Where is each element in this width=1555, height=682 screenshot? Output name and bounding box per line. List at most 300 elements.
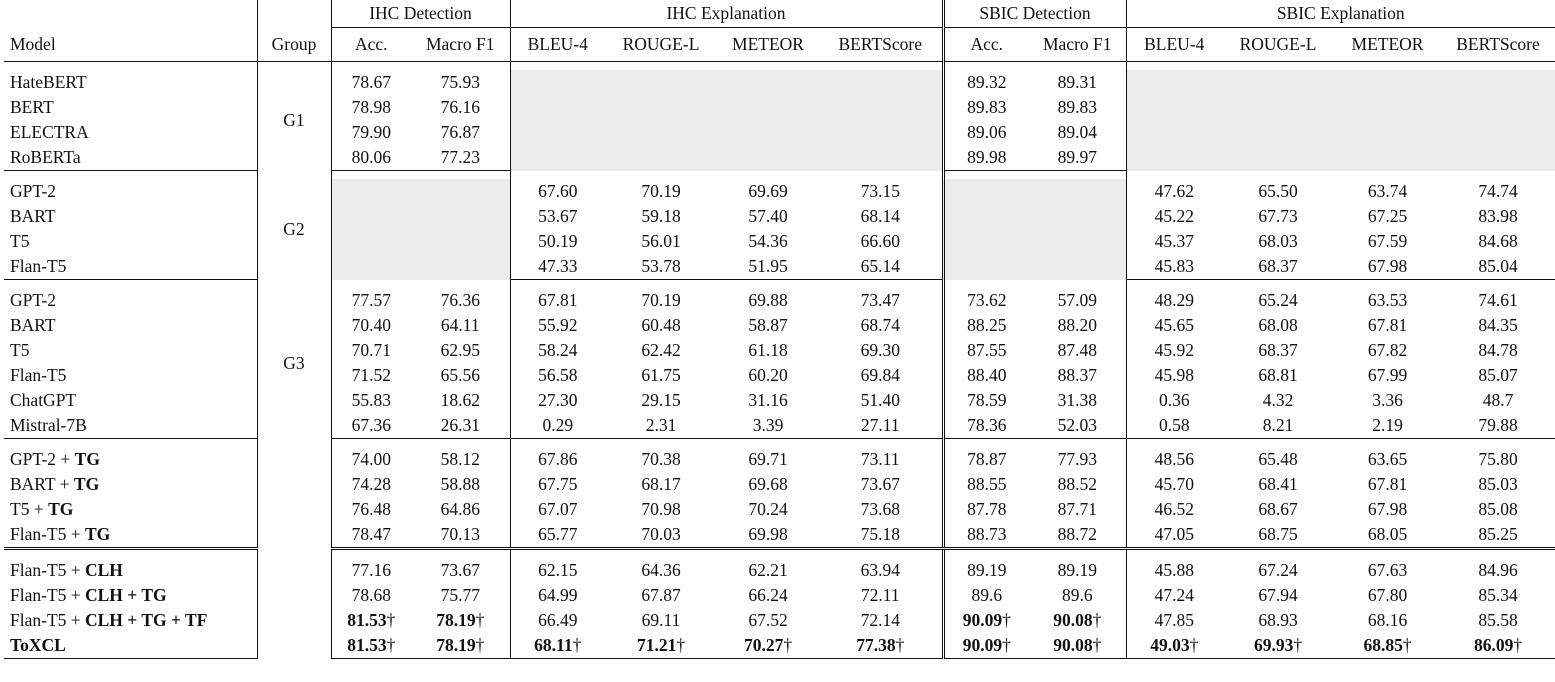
value-cell: 45.22: [1126, 204, 1222, 229]
dagger-mark: †: [1092, 610, 1102, 630]
value-cell: 70.98: [641, 499, 681, 519]
value-cell: 67.87: [641, 585, 681, 605]
value-cell: 67.86: [510, 447, 605, 472]
value-cell: 67.73: [1258, 206, 1298, 226]
value-cell: 47.33: [510, 254, 605, 280]
model-name-text: BART +: [10, 474, 74, 494]
group-spacer: [4, 549, 1555, 559]
group-label: [257, 447, 331, 549]
model-name-bold: TG: [48, 499, 74, 519]
value-cell: 72.14: [860, 610, 900, 630]
value-cell: 75.77: [440, 585, 480, 605]
value-cell: 55.83: [331, 388, 411, 413]
spacer-cell: [717, 62, 819, 71]
value-cell: 67.80: [1367, 585, 1408, 605]
super-header-sbic-detection: SBIC Detection: [943, 0, 1126, 28]
value-bold: 77.38†: [856, 635, 905, 655]
value-cell: 45.98: [1126, 363, 1222, 388]
value-cell: 63.74: [1367, 181, 1408, 201]
value-cell: 51.95: [717, 254, 819, 280]
value-cell: 45.83: [1126, 254, 1222, 280]
spacer-cell: [943, 549, 1029, 559]
model-name-text: T5 +: [10, 499, 49, 519]
model-name-bold: TG: [73, 474, 100, 494]
value-cell: 67.98: [1367, 499, 1408, 519]
value-cell: [1029, 633, 1126, 659]
value-cell: 67.81: [1367, 315, 1408, 335]
table-row: [4, 447, 1555, 472]
empty-cell: [1126, 70, 1555, 171]
model-name: [4, 363, 257, 388]
value-cell: 85.25: [1441, 522, 1555, 549]
value-cell: 0.36: [1126, 388, 1222, 413]
value-cell: 4.32: [1262, 390, 1294, 410]
value-cell: 70.13: [411, 522, 510, 549]
value-cell: [411, 633, 510, 659]
value-cell: 68.17: [641, 474, 681, 494]
value-cell: 58.24: [510, 338, 605, 363]
table-row: [4, 338, 1555, 363]
value-cell: 63.65: [1367, 449, 1408, 469]
spacer-cell: [510, 62, 605, 71]
value-cell: 60.48: [641, 315, 681, 335]
model-name: [4, 413, 257, 439]
value-cell: 79.88: [1441, 413, 1555, 439]
value-bold: 68.11†: [534, 635, 582, 655]
spacer-cell: [257, 171, 331, 180]
value-bold: 90.08†: [1053, 610, 1102, 630]
value-cell: 85.03: [1478, 474, 1518, 494]
table-row: [4, 388, 1555, 413]
value-cell: 67.24: [1258, 560, 1298, 580]
model-name-text: GPT-2: [10, 181, 57, 201]
value-cell: 70.40: [331, 313, 411, 338]
table-row: [4, 179, 1555, 204]
spacer-cell: [1334, 549, 1441, 559]
table-row: [4, 497, 1555, 522]
table-row: [4, 608, 1555, 633]
value-cell: 29.15: [641, 390, 681, 410]
value-cell: 69.11: [641, 610, 681, 630]
value-cell: 57.09: [1057, 290, 1097, 310]
value-cell: 89.31: [1057, 72, 1097, 92]
table-row: [4, 288, 1555, 313]
model-name: [4, 338, 257, 363]
value-cell: 70.24: [748, 499, 788, 519]
value-cell: 68.74: [860, 315, 900, 335]
value-cell: 62.15: [510, 558, 605, 583]
spacer-cell: [605, 439, 717, 448]
column-header: Acc.: [331, 28, 411, 62]
model-name: [4, 254, 257, 280]
table-row: [4, 204, 1555, 229]
value-cell: 89.6: [1061, 585, 1093, 605]
value-cell: 78.98: [331, 95, 411, 120]
value-cell: 64.99: [510, 583, 605, 608]
value-cell: 60.20: [748, 365, 788, 385]
value-cell: 68.05: [1334, 522, 1441, 549]
value-cell: 84.35: [1478, 315, 1518, 335]
dagger-mark: †: [783, 635, 793, 655]
model-name: [4, 583, 257, 608]
value-cell: 66.60: [860, 231, 900, 251]
column-header: BLEU-4: [510, 28, 605, 62]
table-row: [4, 363, 1555, 388]
spacer-cell: [1126, 62, 1222, 71]
value-cell: 70.19: [641, 181, 681, 201]
spacer-cell: [1441, 280, 1555, 289]
dagger-mark: †: [475, 610, 485, 630]
value-cell: 53.78: [605, 254, 717, 280]
value-cell: 65.24: [1258, 290, 1298, 310]
model-name: [4, 447, 257, 472]
value-cell: 73.67: [860, 474, 900, 494]
value-cell: 65.77: [510, 522, 605, 549]
value-cell: 84.68: [1478, 231, 1518, 251]
value-cell: 46.52: [1126, 497, 1222, 522]
value-cell: 50.19: [510, 229, 605, 254]
value-cell: 83.98: [1478, 206, 1518, 226]
value-cell: 85.04: [1441, 254, 1555, 280]
value-cell: 74.00: [331, 447, 411, 472]
spacer-cell: [1222, 171, 1334, 180]
value-bold: 90.08†: [1053, 635, 1102, 655]
value-cell: 77.23: [411, 145, 510, 171]
value-cell: 68.37: [1258, 340, 1298, 360]
value-bold: 70.27†: [743, 635, 793, 655]
table-row: [4, 522, 1555, 549]
value-cell: 87.55: [943, 338, 1029, 363]
model-name-bold: CLH: [85, 560, 123, 580]
group-label: [257, 558, 331, 659]
value-cell: 47.85: [1126, 608, 1222, 633]
value-cell: [943, 633, 1029, 659]
dagger-mark: †: [1002, 635, 1011, 655]
value-cell: 75.80: [1478, 449, 1518, 469]
dagger-mark: †: [386, 635, 396, 655]
value-cell: 88.20: [1057, 315, 1097, 335]
value-cell: 68.67: [1258, 499, 1298, 519]
value-cell: [1222, 633, 1334, 659]
dagger-mark: †: [572, 635, 582, 655]
model-name-bold: ToXCL: [10, 635, 66, 655]
value-cell: 47.62: [1126, 179, 1222, 204]
value-cell: [1441, 633, 1555, 659]
value-bold: 86.09†: [1473, 635, 1523, 655]
dagger-mark: †: [386, 610, 396, 630]
spacer-cell: [717, 439, 819, 448]
model-name-bold: TG: [85, 524, 111, 544]
spacer-cell: [1222, 280, 1334, 289]
value-cell: 67.94: [1258, 585, 1298, 605]
column-header: Acc.: [943, 28, 1029, 62]
value-cell: 67.25: [1367, 206, 1408, 226]
model-name: [4, 95, 257, 120]
value-cell: [1334, 633, 1441, 659]
spacer-cell: [943, 280, 1029, 289]
table-row: [4, 254, 1555, 280]
model-name: [4, 145, 257, 171]
spacer-cell: [510, 439, 605, 448]
value-cell: 58.12: [440, 449, 480, 469]
value-cell: 61.18: [748, 340, 788, 360]
value-cell: 88.25: [943, 313, 1029, 338]
value-cell: 18.62: [440, 390, 480, 410]
value-cell: 85.08: [1478, 499, 1518, 519]
value-cell: 69.71: [748, 449, 788, 469]
value-cell: 89.32: [943, 70, 1029, 95]
spacer-cell: [717, 280, 819, 289]
value-cell: 70.03: [605, 522, 717, 549]
spacer-cell: [1126, 171, 1222, 180]
value-cell: 67.59: [1367, 231, 1408, 251]
spacer-cell: [819, 62, 943, 71]
spacer-cell: [1441, 439, 1555, 448]
column-header-row: [4, 28, 1555, 62]
model-name: [4, 179, 257, 204]
model-name-text: Flan-T5: [10, 256, 67, 276]
value-cell: 73.62: [943, 288, 1029, 313]
model-name: [4, 388, 257, 413]
value-cell: 67.98: [1334, 254, 1441, 280]
value-cell: 85.07: [1478, 365, 1518, 385]
value-cell: 54.36: [748, 231, 788, 251]
dagger-mark: †: [1002, 610, 1011, 630]
value-cell: 88.37: [1057, 365, 1097, 385]
super-header-row: [4, 0, 1555, 28]
value-cell: 27.11: [819, 413, 943, 439]
spacer-cell: [1126, 280, 1222, 289]
value-cell: 73.68: [860, 499, 900, 519]
spacer-cell: [1029, 171, 1126, 180]
model-name-text: RoBERTa: [10, 147, 81, 167]
blank-model-header: [4, 0, 257, 28]
column-header: BERTScore: [819, 28, 943, 62]
value-cell: 45.88: [1126, 558, 1222, 583]
model-name: [4, 633, 257, 659]
model-name-text: HateBERT: [10, 72, 87, 92]
value-cell: 2.19: [1334, 413, 1441, 439]
spacer-cell: [257, 62, 331, 71]
model-name-text: Flan-T5 +: [10, 524, 85, 544]
spacer-cell: [1029, 280, 1126, 289]
empty-cell: [510, 70, 943, 171]
value-cell: 68.93: [1258, 610, 1298, 630]
value-cell: 59.18: [641, 206, 681, 226]
spacer-cell: [819, 439, 943, 448]
spacer-cell: [1029, 439, 1126, 448]
spacer-cell: [411, 171, 510, 180]
dagger-mark: †: [475, 635, 485, 655]
value-cell: 55.92: [510, 313, 605, 338]
group-spacer: [4, 171, 1555, 180]
value-cell: 57.40: [748, 206, 788, 226]
dagger-mark: †: [1092, 635, 1102, 655]
value-cell: 89.98: [943, 145, 1029, 171]
value-cell: 84.96: [1478, 560, 1518, 580]
model-name-text: ELECTRA: [10, 122, 89, 142]
model-name: [4, 229, 257, 254]
spacer-cell: [1334, 171, 1441, 180]
value-cell: 75.93: [440, 72, 480, 92]
super-header-ihc-explanation: IHC Explanation: [510, 0, 943, 28]
value-cell: 80.06: [331, 145, 411, 171]
value-cell: [943, 608, 1029, 633]
value-cell: 56.58: [510, 363, 605, 388]
value-cell: 56.01: [641, 231, 681, 251]
column-header: ROUGE-L: [1222, 28, 1334, 62]
value-cell: 72.11: [860, 585, 900, 605]
value-cell: 3.36: [1372, 390, 1403, 410]
dagger-mark: †: [1293, 635, 1303, 655]
spacer-cell: [1222, 62, 1334, 71]
spacer-cell: [1126, 439, 1222, 448]
model-name-text: BART: [10, 206, 56, 226]
value-cell: 62.42: [641, 340, 681, 360]
spacer-cell: [1441, 62, 1555, 71]
group-spacer: [4, 280, 1555, 289]
value-cell: 2.31: [605, 413, 717, 439]
value-cell: 62.95: [440, 340, 480, 360]
column-header: Macro F1: [1029, 28, 1126, 62]
spacer-cell: [717, 549, 819, 559]
value-cell: 26.31: [411, 413, 510, 439]
value-cell: 71.52: [331, 363, 411, 388]
value-cell: 61.75: [641, 365, 681, 385]
spacer-cell: [4, 171, 257, 180]
value-cell: 47.05: [1126, 522, 1222, 549]
value-cell: 67.81: [510, 288, 605, 313]
value-cell: 45.70: [1126, 472, 1222, 497]
value-cell: 69.84: [860, 365, 900, 385]
column-header: ROUGE-L: [605, 28, 717, 62]
model-name: [4, 608, 257, 633]
column-header: Macro F1: [411, 28, 510, 62]
spacer-cell: [411, 439, 510, 448]
spacer-cell: [819, 171, 943, 180]
spacer-cell: [605, 280, 717, 289]
value-cell: [331, 633, 411, 659]
spacer-cell: [257, 439, 331, 448]
super-header-ihc-detection: IHC Detection: [331, 0, 510, 28]
value-cell: 89.19: [943, 558, 1029, 583]
spacer-cell: [1222, 549, 1334, 559]
value-cell: 0.29: [510, 413, 605, 439]
model-name-text: Mistral-7B: [10, 415, 87, 435]
value-cell: 76.36: [440, 290, 480, 310]
spacer-cell: [1334, 62, 1441, 71]
spacer-cell: [943, 62, 1029, 71]
value-cell: 76.16: [440, 97, 480, 117]
value-bold: 90.09†: [962, 610, 1011, 630]
value-cell: 70.19: [641, 290, 681, 310]
model-name-text: BERT: [10, 97, 54, 117]
value-cell: 67.82: [1367, 340, 1408, 360]
model-name-text: T5: [10, 231, 30, 251]
value-cell: 45.65: [1126, 313, 1222, 338]
model-name: [4, 204, 257, 229]
column-header: Model: [4, 28, 257, 62]
column-header: METEOR: [1334, 28, 1441, 62]
dagger-mark: †: [1513, 635, 1523, 655]
value-cell: 70.71: [331, 338, 411, 363]
value-cell: 74.28: [331, 472, 411, 497]
value-cell: 84.78: [1478, 340, 1518, 360]
value-cell: 68.08: [1258, 315, 1298, 335]
value-cell: 88.40: [943, 363, 1029, 388]
value-cell: 78.59: [943, 388, 1029, 413]
column-header: BLEU-4: [1126, 28, 1222, 62]
model-name-bold: CLH + TG: [85, 585, 167, 605]
model-name: [4, 497, 257, 522]
value-cell: [331, 608, 411, 633]
column-header: Group: [257, 28, 331, 62]
value-cell: 75.18: [819, 522, 943, 549]
model-name-text: ChatGPT: [10, 390, 77, 410]
value-bold: 49.03†: [1150, 635, 1199, 655]
dagger-mark: †: [676, 635, 686, 655]
value-cell: 73.15: [860, 181, 900, 201]
value-cell: 45.92: [1126, 338, 1222, 363]
value-cell: 88.72: [1029, 522, 1126, 549]
model-name-text: BART: [10, 315, 56, 335]
value-cell: 89.04: [1057, 122, 1097, 142]
value-cell: 27.30: [510, 388, 605, 413]
value-cell: 68.75: [1222, 522, 1334, 549]
model-name: [4, 70, 257, 95]
value-bold: 78.19†: [436, 610, 485, 630]
value-cell: [1126, 633, 1222, 659]
spacer-cell: [819, 280, 943, 289]
table-row: [4, 633, 1555, 659]
value-cell: 76.48: [331, 497, 411, 522]
model-name-text: Flan-T5 +: [10, 585, 85, 605]
table-row: [4, 70, 1555, 95]
value-cell: 69.69: [748, 181, 788, 201]
group-label: G3: [257, 288, 331, 439]
value-bold: 68.85†: [1363, 635, 1412, 655]
value-cell: 73.67: [440, 560, 480, 580]
group-label: G2: [257, 179, 331, 280]
value-cell: 78.36: [943, 413, 1029, 439]
spacer-cell: [510, 171, 605, 180]
value-cell: 62.21: [748, 560, 788, 580]
value-cell: [819, 633, 943, 659]
model-name-text: Flan-T5 +: [10, 560, 85, 580]
group-label: G1: [257, 70, 331, 171]
value-cell: 64.86: [440, 499, 480, 519]
value-cell: 67.99: [1367, 365, 1408, 385]
model-name: [4, 522, 257, 549]
value-cell: 69.68: [748, 474, 788, 494]
value-cell: 78.68: [331, 583, 411, 608]
value-cell: 8.21: [1222, 413, 1334, 439]
spacer-cell: [4, 280, 257, 289]
dagger-mark: †: [1402, 635, 1412, 655]
value-cell: 74.74: [1478, 181, 1518, 201]
value-cell: [717, 633, 819, 659]
value-cell: 87.78: [943, 497, 1029, 522]
table-row: [4, 313, 1555, 338]
value-cell: 85.34: [1478, 585, 1518, 605]
spacer-cell: [411, 280, 510, 289]
model-name: [4, 313, 257, 338]
value-cell: 77.16: [331, 558, 411, 583]
value-cell: 89.06: [943, 120, 1029, 145]
empty-cell: [331, 179, 510, 280]
spacer-cell: [4, 439, 257, 448]
value-cell: 67.52: [748, 610, 788, 630]
